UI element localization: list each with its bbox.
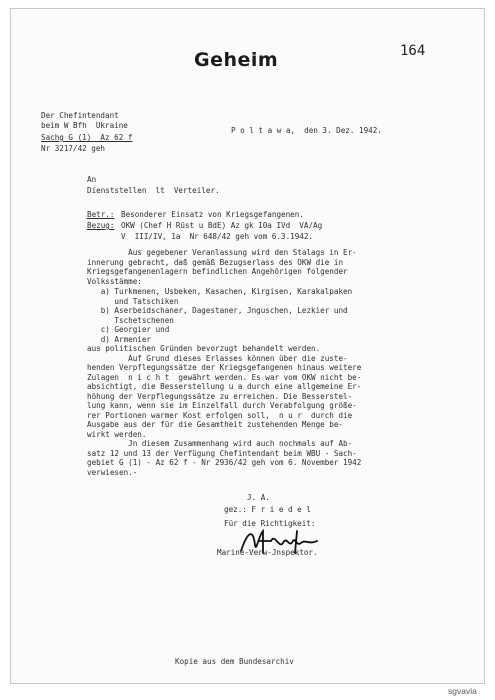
body-line: henden Verpflegungssätze der Kriegsgefangenen hinaus weitere xyxy=(87,363,362,372)
body-line: Aus gegebener Veranlassung wird den Stalags in Er- xyxy=(87,248,357,257)
recipient-line-2: Dienststellen lt Verteiler. xyxy=(87,186,220,195)
reference-line-1: OKW (Chef H Rüst u BdE) Az gk 10a IVd VA/Ag xyxy=(121,221,323,230)
body-line: absichtigt, die Besserstellung u a durch eine allgemeine Er- xyxy=(87,382,362,391)
body-line: Jn diesem Zusammenhang wird auch nochmals auf Ab- xyxy=(87,439,353,448)
certification-line: Für die Richtigkeit: xyxy=(224,519,316,528)
sender-line-2: beim W Bfh Ukraine xyxy=(41,121,128,130)
classification-stamp: Geheim xyxy=(194,49,279,71)
body-line: satz 12 und 13 der Verfügung Chefintendant beim WBU - Sach- xyxy=(87,448,357,458)
document-page xyxy=(10,8,485,684)
body-line: b) Aserbeidschaner, Dagestaner, Jnguschen, Lezkier und xyxy=(87,306,348,315)
body-line: lung kann, wenn sie im Einzelfall durch Verabfolgung größe- xyxy=(87,401,357,410)
body-line: d) Armenier xyxy=(87,334,152,344)
body-line: innerung gebracht, daß gemäß Bezugserlass des OKW die in xyxy=(87,257,344,267)
reference-line-2: V III/IV, 1a Nr 648/42 geh vom 6.3.1942. xyxy=(121,232,314,241)
body-line: und Tatschiken xyxy=(87,296,179,306)
place-date: P o l t a w a, den 3. Dez. 1942. xyxy=(231,126,382,135)
body-line: wirkt werden. xyxy=(87,429,147,439)
body-line: Ausgabe aus der für die Gesamtheit zustehenden Menge be- xyxy=(87,420,344,429)
body-line: Kriegsgefangenenlagern befindlichen Angehörigen folgender xyxy=(87,267,348,276)
subject-text: Besonderer Einsatz von Kriegsgefangenen. xyxy=(121,210,304,219)
body-line: verwiesen.- xyxy=(87,467,138,477)
recipient-line-1: An xyxy=(87,175,97,184)
sender-line-1: Der Chefintendant xyxy=(41,111,119,120)
page-number: 164 xyxy=(400,43,426,59)
reference-label: Bezug: xyxy=(87,221,115,230)
body-line: aus politischen Gründen bevorzugt behandelt werden. xyxy=(87,344,321,353)
ia-line: J. A. xyxy=(247,493,270,502)
body-line: Volksstämme: xyxy=(87,276,142,286)
body-line: Tschetschenen xyxy=(87,315,174,325)
body-line: höhung der Verpflegungssätze zu erreichen. Die Besserstel- xyxy=(87,391,353,401)
body-line: Auf Grund dieses Erlasses können über die zuste- xyxy=(87,353,348,363)
body-line: gebiet G (1) - Az 62 f - Nr 2936/42 geh vom 6. November 1942 xyxy=(87,458,362,467)
sender-line-4: Nr 3217/42 geh xyxy=(41,144,106,153)
body-line: rer Portionen warmer Kost erfolgen soll, n u r durch die xyxy=(87,410,353,420)
body-line: Zulagen n i c h t gewährt werden. Es war vom OKW nicht be- xyxy=(87,372,362,382)
body-line: a) Turkmenen, Usbeken, Kasachen, Kirgisen, Karakalpaken xyxy=(87,287,353,296)
signer-title: Marine-Verw-Jnspektor. xyxy=(217,548,318,557)
sender-line-3: Sachg G (1) Az 62 f xyxy=(41,133,133,142)
subject-label: Betr.: xyxy=(87,210,115,219)
body-line: c) Georgier und xyxy=(87,325,170,334)
signed-line: gez.: F r i e d e l xyxy=(224,505,311,514)
archive-footer: Kopie aus dem Bundesarchiv xyxy=(175,657,294,666)
watermark: sgvavia xyxy=(448,686,477,696)
